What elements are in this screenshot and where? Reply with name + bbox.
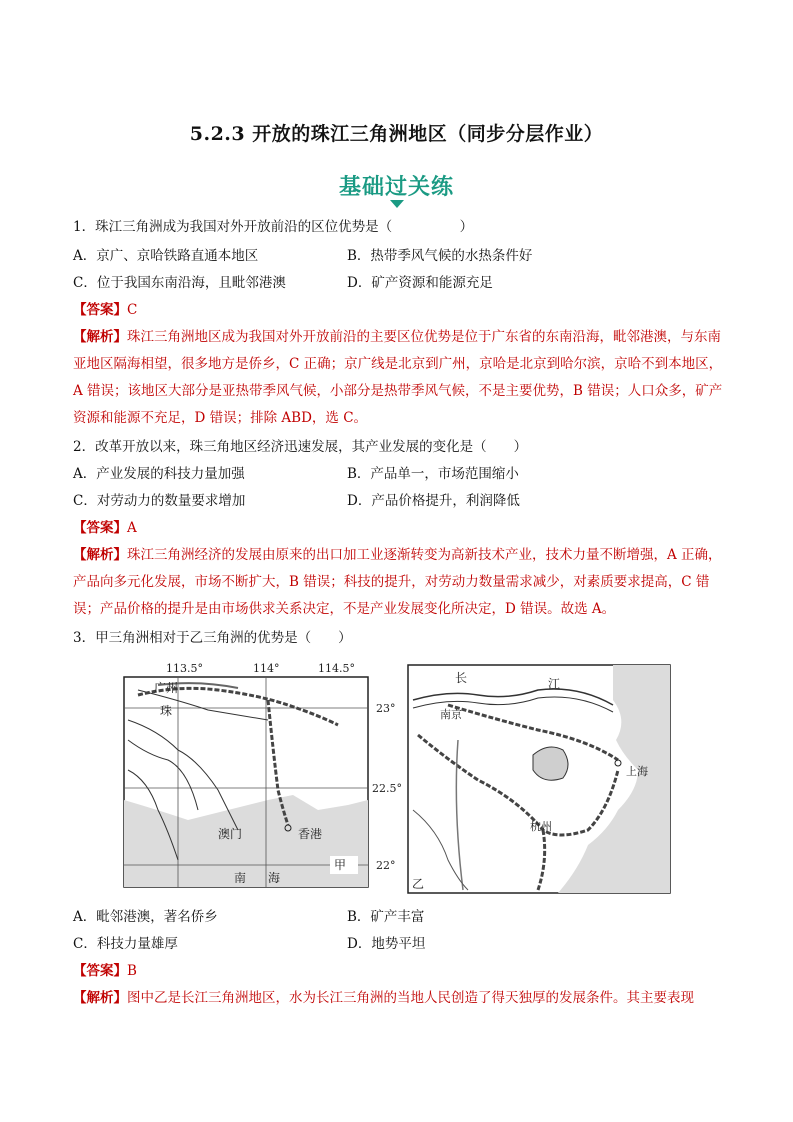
q3-option-a: A．毗邻港澳，著名侨乡 (73, 909, 218, 925)
analysis-text: 珠江三角洲经济的发展由原来的出口加工业逐渐转变为高新技术产业，技术力量不断增强，A 正确，产品向多元化发展，市场不断扩大，B 错误；科技的提升，对劳动力数量需求减少，对素质要求提高，C 错误；产品价格的提升是由市场供求关系决定，不是产业发展变化所决定，D 错误。故选 A。 (73, 547, 722, 617)
map-mark-jia: 甲 (334, 858, 347, 872)
city-label: 香港 (298, 827, 323, 841)
analysis-tag: 【解析】 (73, 547, 127, 563)
lon-label: 113.5° (166, 662, 203, 675)
q2-analysis (73, 542, 723, 623)
answer-value: B (127, 963, 137, 979)
q1-option-d: D．矿产资源和能源充足 (347, 275, 493, 291)
q1-option-a: A．京广、京哈铁路直通本地区 (73, 248, 259, 264)
sea-label: 南 (234, 871, 247, 885)
q2-option-d: D．产品价格提升，利润降低 (347, 493, 520, 509)
q3-stem: 3．甲三角洲相对于乙三角洲的优势是（ ） (73, 630, 352, 646)
map-mark-yi: 乙 (412, 877, 425, 891)
q1-analysis (73, 324, 723, 432)
page-title: 5.2.3 开放的珠江三角洲地区（同步分层作业） (189, 123, 604, 145)
answer-tag: 【答案】 (73, 963, 127, 979)
q1-option-c: C．位于我国东南沿海，且毗邻港澳 (73, 275, 286, 291)
city-label: 澳门 (218, 827, 243, 841)
answer-value: C (127, 302, 138, 318)
q3-analysis (73, 985, 723, 1012)
analysis-text: 图中乙是长江三角洲地区，水为长江三角洲的当地人民创造了得天独厚的发展条件。其主要表现 (127, 990, 694, 1006)
q3-option-d: D．地势平坦 (347, 936, 426, 952)
q2-answer (73, 515, 137, 542)
answer-tag: 【答案】 (73, 302, 127, 318)
lat-label: 22.5° (372, 782, 402, 795)
map-yangtze-river-delta (408, 665, 670, 893)
delta-maps (118, 660, 678, 900)
q1-stem: 1．珠江三角洲成为我国对外开放前沿的区位优势是（ ） (73, 219, 474, 235)
river-label: 江 (548, 677, 561, 691)
analysis-tag: 【解析】 (73, 990, 127, 1006)
q2-stem: 2．改革开放以来，珠三角地区经济迅速发展，其产业发展的变化是（ ） (73, 439, 528, 455)
lon-label: 114.5° (318, 662, 355, 675)
answer-value: A (127, 520, 137, 536)
analysis-tag: 【解析】 (73, 329, 127, 345)
q2-option-b: B．产品单一，市场范围缩小 (347, 466, 519, 482)
city-label: 南京 (440, 708, 462, 721)
q2-option-c: C．对劳动力的数量要求增加 (73, 493, 246, 509)
q3-option-b: B．矿产丰富 (347, 909, 425, 925)
map-pearl-river-delta (124, 662, 402, 887)
q1-answer (73, 297, 137, 324)
river-label: 长 (455, 671, 468, 685)
section-heading: 基础过关练 (338, 175, 454, 200)
lat-label: 22° (376, 859, 396, 872)
q1-option-b: B．热带季风气候的水热条件好 (347, 248, 533, 264)
q2-option-a: A．产业发展的科技力量加强 (73, 466, 245, 482)
city-label: 杭州 (530, 820, 552, 833)
lon-label: 114° (253, 662, 280, 675)
lat-label: 23° (376, 702, 396, 715)
q3-option-c: C．科技力量雄厚 (73, 936, 178, 952)
analysis-text: 珠江三角洲地区成为我国对外开放前沿的主要区位优势是位于广东省的东南沿海，毗邻港澳，与东南亚地区隔海相望，很多地方是侨乡，C 正确；京广线是北京到广州，京哈是北京到哈尔滨，京哈不到本地区，A 错误；该地区大部分是亚热带季风气候，小部分是热带季风气候，不是主要优势，B 错误；人口众多，矿产资源和能源不充足，D 错误；排除 ABD，选 C。 (73, 329, 723, 426)
city-label: 上海 (626, 765, 648, 778)
city-label: 广州 (154, 681, 179, 695)
river-label: 珠 (160, 704, 173, 718)
section-marker (390, 200, 404, 208)
sea-label: 海 (268, 871, 281, 885)
answer-tag: 【答案】 (73, 520, 127, 536)
q3-answer (73, 958, 137, 985)
